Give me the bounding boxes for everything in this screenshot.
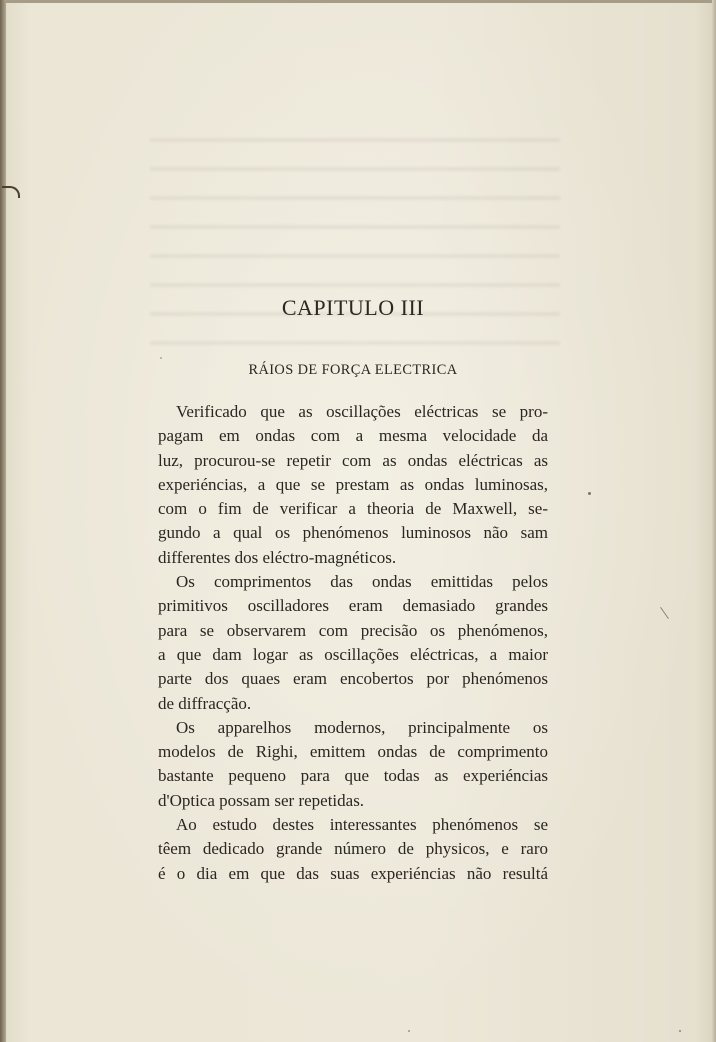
text-line: Os comprimentos das ondas emittidas pelos	[176, 572, 548, 592]
paragraph	[158, 716, 548, 813]
text-line: primitivos oscilladores eram demasiado grandes	[158, 596, 548, 616]
binding-thread-mark	[2, 186, 20, 198]
text-line: Verificado que as oscillações eléctricas se pro-	[176, 402, 548, 421]
text-line: Os apparelhos modernos, principalmente os	[176, 717, 548, 737]
page-right-edge	[712, 0, 716, 1042]
text-line: com o fim de verificar a theoria de Maxwell, se-	[158, 499, 548, 519]
text-line: modelos de Righi, emittem ondas de comprimento	[158, 742, 548, 762]
text-line: bastante pequeno para que todas as experiéncias	[158, 766, 548, 786]
text-line: gundo a qual os phenómenos luminosos não sam	[158, 523, 548, 543]
text-line: pagam em ondas com a mesma velocidade da	[158, 426, 548, 446]
text-line: para se observarem com precisão os phenómenos,	[158, 620, 548, 640]
body-text	[158, 400, 548, 886]
paper-speck	[160, 357, 162, 359]
text-line: têem dedicado grande número de physicos, e raro	[158, 839, 548, 859]
paragraph	[158, 570, 548, 716]
paragraph	[158, 813, 548, 886]
section-title: RÁIOS DE FORÇA ELECTRICA	[248, 362, 458, 378]
paragraph	[158, 400, 548, 570]
text-line: de diffracção.	[158, 693, 252, 713]
paper-speck	[679, 1030, 681, 1032]
chapter-title: CAPITULO III	[281, 295, 425, 320]
paper-scratch	[660, 607, 669, 619]
page-binding-edge	[0, 0, 6, 1042]
text-line: parte dos quaes eram encobertos por phenómenos	[158, 669, 548, 689]
text-line: d'Optica possam ser repetidas.	[158, 790, 365, 810]
text-line: differentes dos eléctro-magnéticos.	[158, 547, 397, 567]
text-line: Ao estudo destes interessantes phenómenos se	[176, 815, 548, 835]
text-line: experiéncias, a que se prestam as ondas luminosas,	[158, 474, 548, 494]
paper-speck	[588, 492, 591, 495]
text-line: a que dam logar as oscillações eléctricas, a maior	[158, 644, 548, 664]
paper-speck	[408, 1030, 410, 1032]
page-top-edge	[0, 0, 716, 3]
text-line: luz, procurou-se repetir com as ondas eléctricas as	[158, 450, 548, 470]
text-line: é o dia em que das suas experiéncias não resultá	[158, 863, 548, 883]
